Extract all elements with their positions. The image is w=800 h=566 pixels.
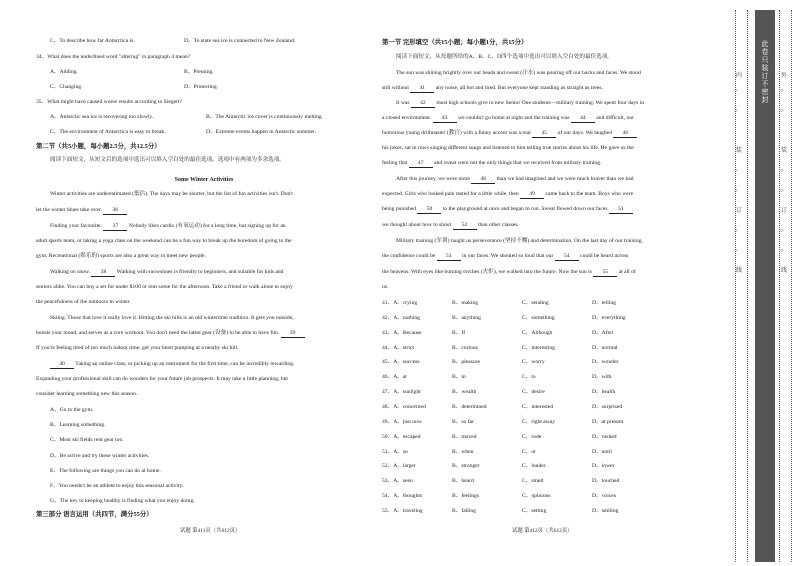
cloze-option: B、so far: [452, 418, 474, 425]
cloze-option: 49、A、just now: [382, 418, 422, 425]
cloze-option: C、Although: [522, 329, 553, 336]
cloze-option: C、setting: [522, 507, 547, 514]
q35-stem: 35、What might have caused worse results according to Siegert?: [36, 99, 183, 105]
cloze-option: 51、A、so: [382, 448, 408, 455]
cloze-option: 47、A、sunlight: [382, 389, 421, 396]
cloze-line: Military training (军训) taught us perseverance (坚持不懈) and determination. On the last day of our training,: [396, 238, 643, 244]
cloze-option: C、something: [522, 314, 555, 321]
outer-label: 订: [781, 207, 788, 214]
blank-37[interactable]: 37: [103, 224, 127, 231]
cloze-option: D、everything: [592, 314, 626, 321]
cloze-option: C、right away: [522, 418, 556, 425]
cloze-option: C、sending: [522, 300, 549, 306]
passage-line: gym. Recreational (娱乐的) sports are also a great way to meet new people.: [36, 253, 206, 259]
cloze-line: we thought about how to shout 52 than other classes.: [382, 222, 519, 228]
cloze-option: 44、A、strict: [382, 344, 415, 351]
dotted-line: [747, 10, 748, 562]
passage-line: If you're feeling tired of too much indoor time, get your heart pumping at a nearby ski hill.: [36, 345, 239, 351]
inner-label: 装: [736, 147, 743, 154]
blank-38[interactable]: 38: [91, 270, 115, 277]
cloze-option: C、interested: [522, 403, 554, 410]
seal-notice-char: 密: [761, 88, 769, 97]
binding-hole-icon: ○: [734, 228, 738, 234]
cloze-option: 50、A、escaped: [382, 433, 421, 440]
passage-line: Expanding your professional skill can do wonders for your future job prospects. It may take a little planning, but: [36, 376, 288, 382]
section1-instruction: 阅读下面短文，从每题所给的A、B、C、D四个选项中选出可以填入空白处的最佳选项。: [396, 54, 613, 60]
passage-line: boosts your mood, and serves as a core workout. You don't need the latest gear (设备) to be able to have fun. 39: [36, 331, 305, 338]
answer-option-f: F、You needn't be an athlete to enjoy this seasonal activity.: [50, 483, 184, 489]
cloze-option: D、normal: [592, 344, 618, 351]
inner-label: 内: [736, 72, 743, 79]
answer-option-a: A、Go to the gym.: [50, 407, 94, 413]
seal-notice-char: 订: [761, 72, 769, 81]
answer-option-b: B、Learning something.: [50, 422, 106, 428]
blank-50[interactable]: 50: [417, 207, 441, 214]
cloze-option: B、moved: [452, 433, 477, 440]
q33-option-d: D、To state sea ice is connected to New Zealand.: [184, 38, 296, 44]
binding-hole-icon: ○: [734, 168, 738, 174]
seal-notice-char: 卷: [761, 48, 769, 57]
cloze-line: The sun was shining brightly over our heads and sweat (汗水) was pouring off our backs and faces. We stood: [396, 70, 641, 76]
binding-hole-icon: ○: [780, 248, 784, 254]
passage-line: adult sports team, or taking a yoga class on the weekend can be a fun way to break up the boredom of going to the: [36, 238, 292, 244]
binding-hole-icon: ○: [780, 228, 784, 234]
outer-label: 线: [781, 267, 788, 274]
q34-stem: 34、What does the underlined word "altering" in paragraph 4 mean?: [36, 54, 191, 60]
cloze-option: 46、A、at: [382, 374, 407, 381]
blank-41[interactable]: 41: [410, 86, 434, 93]
cloze-line: a closed environment. 43 we couldn't go home at night and the training was 44 and difficult, our: [382, 115, 634, 121]
passage-line: Skiing. Those that love it really love it. Hitting the ski hills is an old wintertime tradition. It gets you outside,: [50, 315, 294, 321]
cloze-option: 52、A、larger: [382, 463, 416, 470]
cloze-line: us.: [382, 284, 389, 290]
cloze-option: B、in: [452, 374, 466, 381]
cloze-option: B、wealth: [452, 389, 477, 396]
cloze-option: C、worry: [522, 359, 545, 366]
blank-43[interactable]: 43: [433, 116, 457, 123]
seal-notice-char: 封: [761, 96, 769, 105]
cloze-option: C、desire: [522, 389, 545, 396]
blank-42[interactable]: 42: [411, 101, 435, 108]
cloze-option: 45、A、success: [382, 359, 420, 366]
binding-hole-icon: ○: [734, 248, 738, 254]
cloze-option: D、smiling: [592, 507, 619, 514]
passage-line: Walking on snow. 38 Walking with snowshoes is friendly to beginners, and suitable for kids and: [50, 269, 284, 275]
cloze-line: the confidence could be 53 in our faces. We shouted so loud that our 54 could be heard across: [382, 253, 629, 259]
cloze-line: the heavens. With eyes like burning torches (火炬), we walked into the future. Now the sun is 55 at all of: [382, 269, 636, 275]
cloze-option: D、wonder: [592, 359, 619, 366]
q34-option-b: B、Pressing.: [184, 69, 214, 75]
cloze-option: 55、A、traveling: [382, 507, 423, 514]
cloze-line: his jokes, sat in rows singing different songs and listened to him telling true stories about his life. He gave us the: [382, 145, 634, 151]
answer-option-g: G、The key to keeping healthy is finding what you enjoy doing.: [50, 498, 195, 504]
cloze-option: B、when: [452, 448, 474, 455]
blank-47[interactable]: 47: [409, 161, 433, 168]
cloze-option: 54、A、thoughts: [382, 493, 423, 500]
cloze-option: B、falling: [452, 507, 476, 514]
blank-54[interactable]: 54: [555, 254, 579, 261]
seal-notice-char: 不: [761, 80, 769, 89]
seal-notice: [755, 40, 775, 104]
cloze-option: B、curious: [452, 344, 478, 351]
cloze-option: B、making: [452, 300, 479, 306]
cloze-option: 42、A、nothing: [382, 314, 420, 321]
q34-option-a: A、Adding.: [50, 69, 78, 75]
blank-45[interactable]: 45: [532, 131, 556, 138]
cloze-option: D、rushed: [592, 433, 617, 440]
passage-line: 40 Taking an online class, or picking up an instrument for the first time, can be incredibly rewarding.: [36, 362, 294, 369]
binding-hole-icon: ○: [734, 88, 738, 94]
dotted-line: [791, 10, 792, 562]
cloze-line: feeling that 47 and sweat were not the only things that we received from military training.: [382, 160, 602, 166]
cloze-option: 48、A、concerned: [382, 403, 426, 410]
blank-36[interactable]: 36: [103, 208, 127, 215]
cloze-option: B、anything: [452, 314, 481, 321]
cloze-option: D、touched: [592, 478, 620, 485]
answer-option-e: E、The following are things you can do at home.: [50, 468, 161, 474]
cloze-option: C、interesting: [522, 344, 555, 351]
inner-label: 订: [736, 207, 743, 214]
blank-53[interactable]: 53: [437, 254, 461, 261]
binding-hole-icon: ○: [780, 108, 784, 114]
q35-option-d: D、Extreme events happen in Antarctic summer.: [206, 129, 316, 135]
blank-44[interactable]: 44: [571, 116, 595, 123]
cloze-option: C、louder: [522, 463, 546, 470]
answer-option-d: D、Be active and try these winter activities.: [50, 453, 150, 459]
cloze-option: D、health: [592, 389, 616, 396]
section2-instruction: 阅读下面短文，从短文后的选项中选出可以填入空白处的最佳选项。选项中有两项为多余选项。: [50, 157, 285, 163]
footer-page-right: 试题 第412页（共612页）: [512, 528, 573, 534]
passage-line: let the winter blues take over. 36: [36, 208, 127, 215]
outer-label: 装: [781, 147, 788, 154]
binding-hole-icon: ○: [780, 188, 784, 194]
binding-hole-icon: ○: [780, 88, 784, 94]
answer-option-c: C、Most ski fields rent gear too.: [50, 437, 124, 443]
cloze-option: C、smelt: [522, 478, 544, 485]
cloze-line: humorous young drillmaster (教官) with a funny accent was a real 45 of our days. We laughed 46: [382, 131, 637, 138]
passage-line: consider learning something new this season.: [36, 391, 138, 397]
q34-option-c: C、Changing.: [50, 84, 83, 90]
cloze-option: B、heard: [452, 478, 474, 485]
binding-hole-icon: ○: [780, 168, 784, 174]
cloze-option: C、opinions: [522, 493, 551, 500]
cloze-option: B、If: [452, 329, 466, 336]
q35-option-c: C、The environment of Antarctica is easy to break.: [50, 129, 166, 135]
cloze-option: 41、A、crying: [382, 300, 418, 306]
section1-heading: 第一节 完形填空（共15小题；每小题1分，共15分）: [382, 39, 528, 46]
cloze-option: C、to: [522, 374, 536, 381]
blank-40[interactable]: 40: [50, 362, 74, 369]
passage-line: Winter activities are underestimated (低估). The days may be shorter, but the list of fun activities isn't. Don't: [50, 191, 293, 197]
passage-line: Finding your favourite. 37 Nobody likes cardio (有氧运动) for a long time, but signing up for an: [50, 223, 286, 229]
blank-49[interactable]: 49: [520, 192, 544, 199]
cloze-option: D、with: [592, 374, 612, 381]
blank-46[interactable]: 46: [613, 131, 637, 138]
q35-option-a: A、Antarctic sea ice is recovering too slowly.: [50, 114, 154, 120]
cloze-line: It was 42 most high schools give to new Senior One students—military training. We spent four days in: [396, 100, 645, 106]
q33-option-c: C、To describe how far Antarctica is.: [50, 38, 135, 44]
passage-line: the peacefulness of the outdoors in winter.: [36, 299, 131, 305]
section2-heading: 第二节（共5小题，每小题2.5分，共12.5分）: [36, 143, 161, 150]
cloze-option: D、telling: [592, 300, 616, 306]
seal-notice-char: 此: [761, 40, 769, 48]
blank-51[interactable]: 51: [609, 207, 633, 214]
inner-label: 线: [736, 267, 743, 274]
part3-heading: 第三部分 语言运用（共四节，满分55分）: [36, 511, 153, 518]
cloze-option: 53、A、seen: [382, 478, 413, 485]
cloze-option: B、determined: [452, 403, 487, 410]
cloze-line: expected. Girls who looked pale rested for a little while, then 49 came back to the team. Boys who were: [382, 191, 634, 197]
cloze-line: being punished 50 to the playground at once and began to run. Sweat flowed down our faces 51: [382, 207, 633, 214]
seal-notice-char: 只: [761, 56, 769, 65]
outer-label: 外: [781, 72, 788, 79]
binding-hole-icon: ○: [734, 188, 738, 194]
q35-option-b: B、The Antarctic ice cover is continuously melting.: [206, 114, 323, 120]
footer-page-left: 试题 第411页（共612页）: [180, 528, 241, 534]
q34-option-d: D、Protecting.: [184, 84, 219, 90]
cloze-option: D、until: [592, 448, 612, 455]
binding-margin: [733, 10, 795, 562]
blank-48[interactable]: 48: [471, 177, 495, 184]
cloze-option: D、at present: [592, 418, 624, 425]
blank-39[interactable]: 39: [281, 331, 305, 338]
cloze-line: still without 41 any noise, all hot and tired. But everyone kept standing as straight as trees.: [382, 85, 603, 91]
passage-title: Some Winter Activities: [174, 177, 234, 183]
blank-52[interactable]: 52: [453, 223, 477, 230]
cloze-option: D、voices: [592, 493, 616, 500]
passage-line: seniors alike. You can buy a set for under $100 or rent some for the afternoon. Take a friend or walk alone to enjoy: [36, 284, 293, 290]
cloze-option: D、After: [592, 329, 614, 336]
cloze-line: After this journey, we were more 48 than we had imagined and we were much braver than we had: [396, 176, 634, 182]
cloze-option: D、surprised: [592, 403, 623, 410]
cloze-option: C、or: [522, 448, 536, 455]
cloze-option: D、lower: [592, 463, 615, 470]
binding-hole-icon: ○: [734, 108, 738, 114]
seal-notice-char: 装: [761, 64, 769, 73]
cloze-option: 43、A、Because: [382, 329, 422, 336]
blank-55[interactable]: 55: [593, 270, 617, 277]
cloze-option: C、rode: [522, 433, 542, 440]
cloze-option: B、pleasure: [452, 359, 480, 366]
cloze-option: B、stronger: [452, 463, 480, 470]
cloze-option: B、feelings: [452, 493, 480, 500]
